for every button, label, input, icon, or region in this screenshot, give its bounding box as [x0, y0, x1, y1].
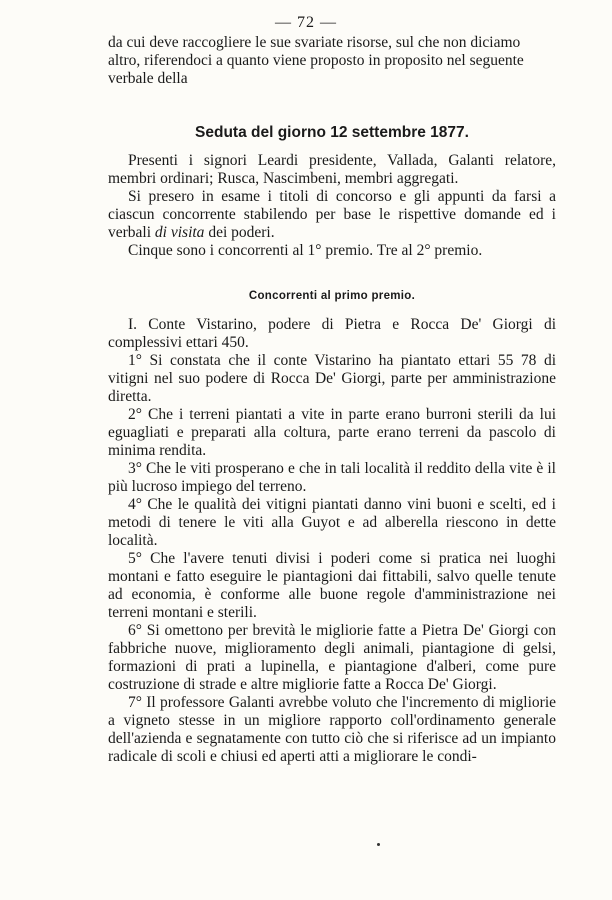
item-paragraph: 5° Che l'avere tenuti divisi i poderi come si pratica nei luoghi montani e fatto eseguire le piantagioni dai fittabili, salvo quelle tenute ad economia, è conforme alle buone regole d'amministrazione nei terreni montani e sterili. — [108, 550, 556, 621]
page-number: — 72 — — [275, 14, 337, 31]
item-paragraph: 6° Si omettono per brevità le migliorie fatte a Pietra De' Giorgi con fabbriche nuove, miglioramento degli animali, piantagione di gelsi, formazioni di prati a lupinella, e piantagione d'alberi, come pure costruzione di strade e altre migliorie fatte a Rocca De' Giorgi. — [108, 622, 556, 693]
item-paragraph: 2° Che i terreni piantati a vite in parte erano burroni sterili da lui eguagliati e preparati alla coltura, parte erano terreni da pascolo di minima rendita. — [108, 406, 556, 459]
item-paragraph: 7° Il professore Galanti avrebbe voluto che l'incremento di migliorie a vigneto stesse in un migliore rapporto coll'ordinamento generale dell'azienda e segnatamente con tutto ciò che si riferisce ad un impianto radicale di scoli e chiusi ed aperti atti a migliorare le condi- — [108, 694, 556, 765]
session-paragraph — [108, 188, 556, 242]
item-paragraph: 4° Che le qualità dei vitigni piantati danno vini buoni e scelti, ed i metodi di tenere le viti alla Guyot e ad alberella riescono in dette località. — [108, 496, 556, 549]
session-paragraph: Presenti i signori Leardi presidente, Vallada, Galanti relatore, membri ordinari; Rusca, Nascimbeni, membri aggregati. — [108, 152, 556, 187]
ink-speck — [377, 843, 380, 846]
intro-line: da cui deve raccogliere le sue svariate risorse, sul che non diciamo — [108, 34, 521, 51]
items-body — [108, 316, 556, 766]
intro-line: altro, riferendoci a quanto viene proposto in proposito nel seguente — [108, 52, 524, 69]
section-heading: Concorrenti al primo premio. — [248, 290, 416, 302]
session-title: Seduta del giorno 12 settembre 1877. — [195, 124, 469, 141]
session-p2-italic: di visita — [154, 224, 205, 241]
session-body — [108, 152, 556, 260]
item-paragraph: I. Conte Vistarino, podere di Pietra e Rocca De' Giorgi di complessivi ettari 450. — [108, 316, 556, 351]
session-paragraph: Cinque sono i concorrenti al 1° premio. Tre al 2° premio. — [128, 242, 483, 259]
intro-line: verbale della — [108, 70, 188, 87]
session-p2-after: dei poderi. — [204, 224, 275, 241]
intro-text — [108, 34, 556, 88]
session-p2-before: Si presero in esame i titoli di concorso e gli appunti da farsi a ciascun concorrente stabilendo per base le rispettive domande ed i verbali — [108, 188, 556, 241]
item-paragraph: 3° Che le viti prosperano e che in tali località il reddito della vite è il più lucroso impiego del terreno. — [108, 460, 556, 495]
item-paragraph: 1° Si constata che il conte Vistarino ha piantato ettari 55 78 di vitigni nel suo podere di Rocca De' Giorgi, parte per amministrazione diretta. — [108, 352, 556, 405]
